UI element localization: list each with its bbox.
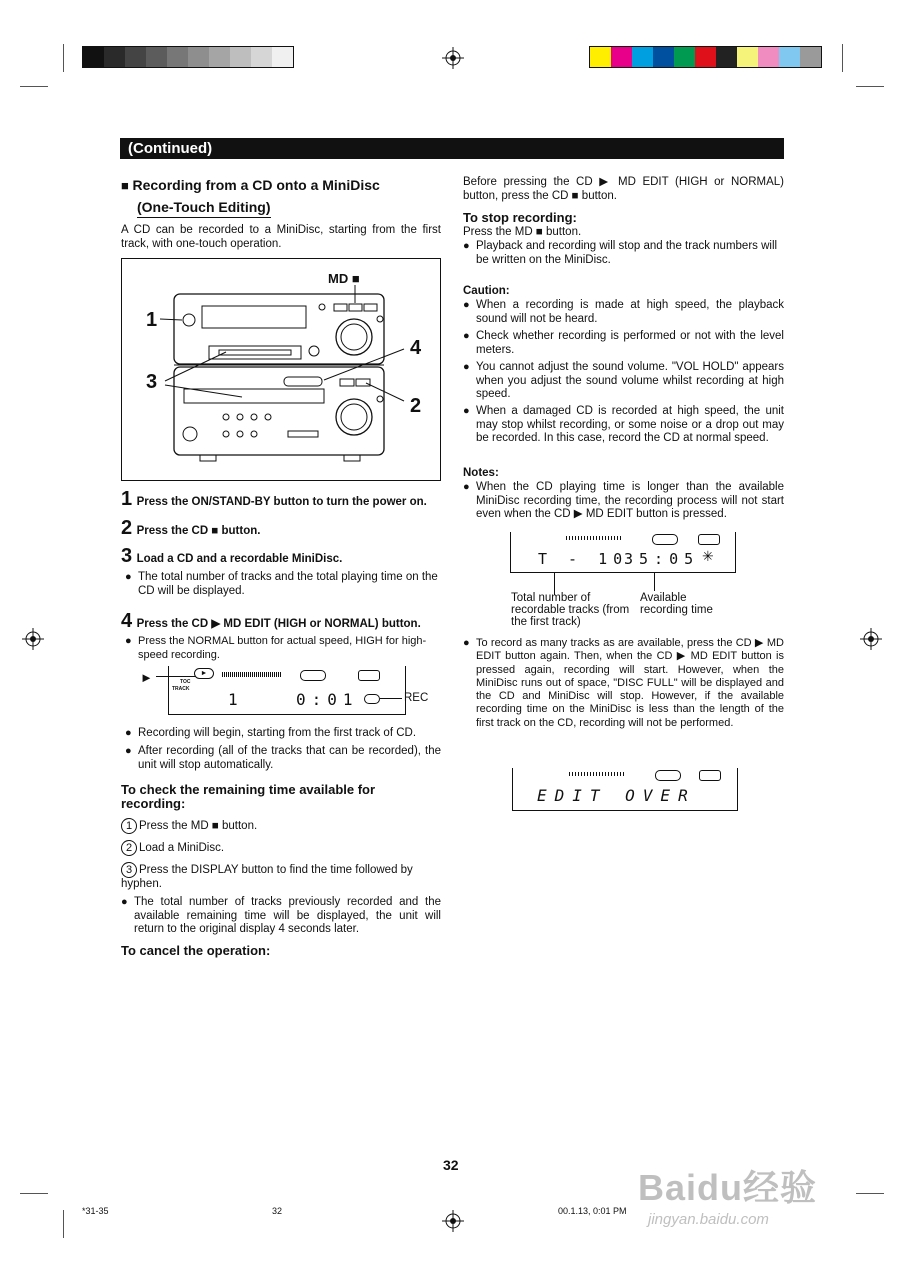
stereo-unit-illustration	[122, 259, 442, 482]
caution-heading: Caution:	[463, 285, 510, 297]
registration-mark-icon	[442, 1210, 464, 1237]
continued-header-bar: (Continued)	[120, 138, 784, 159]
caution-4: ● When a damaged CD is recorded at high speed, the unit may stop whilst recording, or some noise or a drop out may be recorded. In this case, record the CD at normal speed.	[476, 405, 784, 446]
footer-mid: 32	[272, 1206, 283, 1216]
check-remaining-heading: To check the remaining time available for recording:	[121, 782, 376, 811]
total-tracks-readout: T - 10	[538, 550, 629, 568]
track-number: 1	[228, 690, 244, 709]
check-note: ● The total number of tracks previously recorded and the available remaining time will be displayed, the unit will return to the original display 4 seconds later.	[134, 896, 441, 937]
color-calibration-bar	[589, 46, 822, 68]
calibration-swatch	[695, 47, 716, 67]
calibration-swatch	[632, 47, 653, 67]
calibration-swatch	[758, 47, 779, 67]
calibration-swatch	[230, 47, 251, 67]
step-3: 3 Load a CD and a recordable MiniDisc.	[121, 545, 343, 567]
calibration-swatch	[272, 47, 293, 67]
caption-total-tracks: Total number of recordable tracks (from the first track)	[511, 592, 630, 628]
notes-heading: Notes:	[463, 467, 499, 479]
callout-3: 3	[146, 371, 158, 393]
play-icon: ►	[140, 670, 153, 685]
step-4: 4 Press the CD ▶ MD EDIT (HIGH or NORMAL) button.	[121, 610, 421, 632]
caption-available-time: Available recording time	[640, 592, 713, 616]
footer-right: 00.1.13, 0:01 PM	[558, 1206, 627, 1216]
display-edit-over: EDIT OVER	[512, 768, 738, 811]
rec-blink-icon: ✳	[702, 548, 714, 564]
registration-mark-icon	[22, 628, 44, 655]
after-note-1: ● Recording will begin, starting from the first track of CD.	[138, 727, 441, 741]
stereo-figure	[121, 258, 441, 481]
after-note-2: ● After recording (all of the tracks that can be recorded), the unit will stop automatically.	[138, 745, 441, 772]
calibration-swatch	[779, 47, 800, 67]
step-2: 2 Press the CD ■ button.	[121, 517, 261, 539]
check-step-2: 2 Load a MiniDisc.	[121, 840, 441, 856]
check-step-3: 3 Press the DISPLAY button to find the time followed by hyphen.	[121, 864, 413, 890]
calibration-swatch	[590, 47, 611, 67]
calibration-swatch	[104, 47, 125, 67]
calibration-swatch	[188, 47, 209, 67]
step-1: 1 Press the ON/STAND-BY button to turn the power on.	[121, 488, 427, 510]
calibration-swatch	[800, 47, 821, 67]
page-number: 32	[443, 1157, 459, 1173]
calibration-swatch	[83, 47, 104, 67]
display-recording: ► ► TOC TRACK 1 0:01 REC	[140, 666, 440, 716]
calibration-swatch	[125, 47, 146, 67]
stop-text: Press the MD ■ button.	[463, 226, 582, 238]
calibration-swatch	[167, 47, 188, 67]
baidu-watermark: Baidu经验 jingyan.baidu.com	[638, 1167, 818, 1228]
step-3-note: ● The total number of tracks and the total playing time on the CD will be displayed.	[138, 571, 441, 598]
md-stop-label: MD ■	[328, 271, 360, 286]
calibration-swatch	[674, 47, 695, 67]
registration-mark-icon	[860, 628, 882, 655]
calibration-swatch	[251, 47, 272, 67]
caution-2: ● Check whether recording is performed or not with the level meters.	[476, 330, 784, 357]
callout-4: 4	[410, 337, 422, 359]
registration-mark-icon	[442, 47, 464, 74]
available-time-readout: 35:05	[624, 550, 700, 568]
caution-3: ● You cannot adjust the sound volume. "VOL HOLD" appears when you adjust the sound volume whilst recording at high speed.	[476, 361, 784, 402]
stop-note: ● Playback and recording will stop and the track numbers will be written on the MiniDisc.	[476, 240, 784, 267]
check-step-1: 1 Press the MD ■ button.	[121, 818, 441, 834]
callout-2: 2	[410, 395, 422, 417]
cancel-heading: To cancel the operation:	[121, 943, 271, 958]
calibration-swatch	[611, 47, 632, 67]
gray-calibration-bar	[82, 46, 294, 68]
section-title: ■ Recording from a CD onto a MiniDisc (One-Touch Editing)	[121, 175, 451, 218]
caution-1: ● When a recording is made at high speed, the playback sound will not be heard.	[476, 299, 784, 326]
calibration-swatch	[146, 47, 167, 67]
calibration-swatch	[209, 47, 230, 67]
notes-2: ● To record as many tracks as are available, press the CD ▶ MD EDIT button again. Then, when the CD ▶ MD EDIT button is pressed again, recording will start. However, when the MiniDisc runs out of space, "DISC FULL" will be displayed and the CD and MiniDisc will stop. However, if the available recording time on the MiniDisc is less than the length of the first track on the CD, recording will not be performed.	[476, 637, 784, 730]
footer-left: *31-35	[82, 1206, 109, 1216]
display-available-time	[510, 532, 736, 632]
notes-1: ● When the CD playing time is longer than the available MiniDisc recording time, the recording process will not start even when the CD ▶ MD EDIT button is pressed.	[476, 481, 784, 522]
calibration-swatch	[716, 47, 737, 67]
elapsed-time: 0:01	[296, 690, 359, 709]
rec-label: REC	[404, 692, 429, 704]
intro-text: A CD can be recorded to a MiniDisc, starting from the first track, with one-touch operation.	[121, 224, 441, 250]
cancel-text: Before pressing the CD ▶ MD EDIT (HIGH or NORMAL) button, press the CD ■ button.	[463, 176, 784, 202]
calibration-swatch	[653, 47, 674, 67]
step-4-note: ● Press the NORMAL button for actual speed, HIGH for high-speed recording.	[138, 635, 441, 662]
stop-heading: To stop recording:	[463, 210, 577, 225]
callout-1: 1	[146, 309, 158, 331]
calibration-swatch	[737, 47, 758, 67]
